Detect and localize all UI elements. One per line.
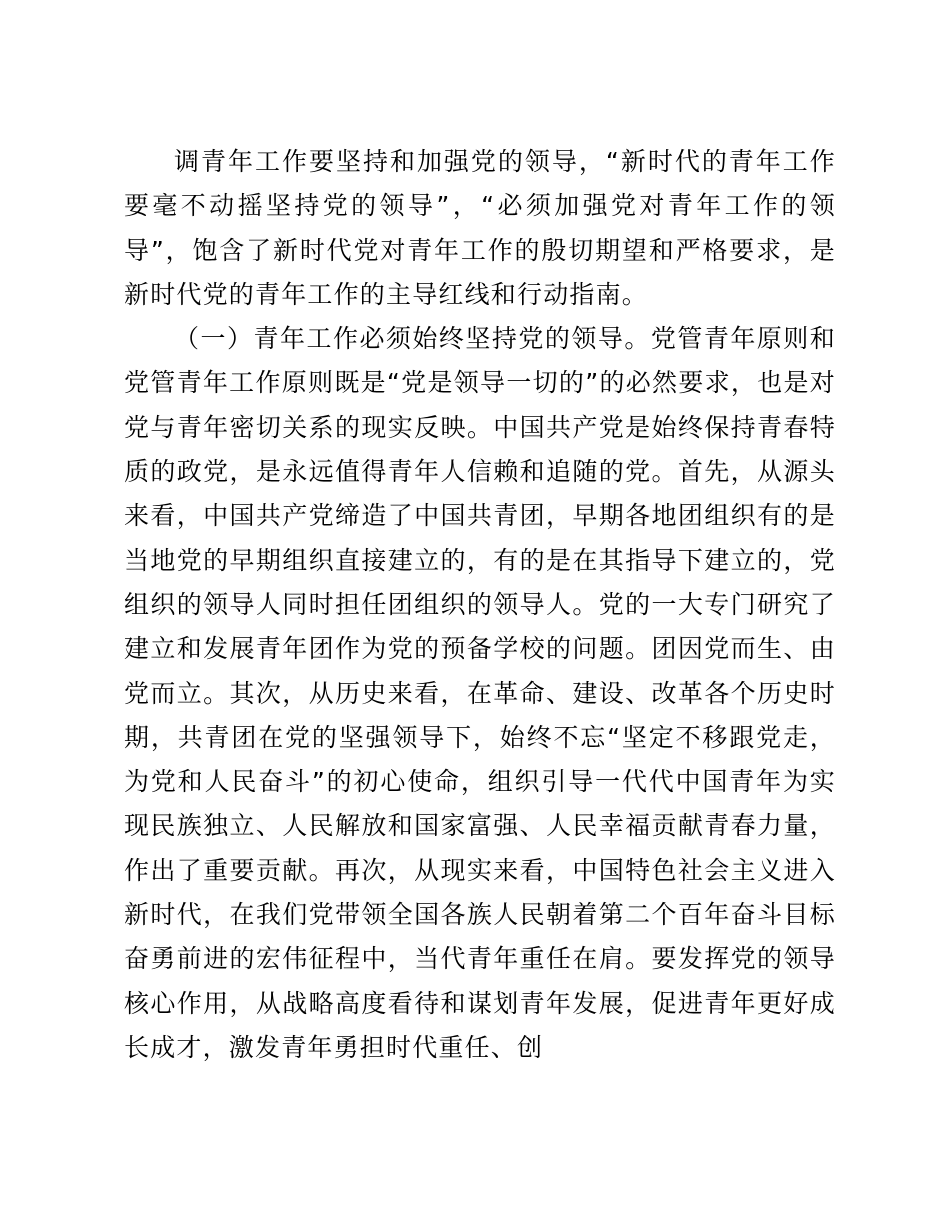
paragraph-intro: 调青年工作要坚持和加强党的领导，“新时代的青年工作要毫不动摇坚持党的领导”，“必须加强党对青年工作的领导”，饱含了新时代党对青年工作的殷切期望和严格要求，是新时代党的青年工作的主导红线和行动指南。 <box>124 147 836 309</box>
paragraph-section-1: （一）青年工作必须始终坚持党的领导。党管青年原则和党管青年工作原则既是“党是领导一切的”的必然要求，也是对党与青年密切关系的现实反映。中国共产党是始终保持青春特质的政党，是永远值得青年人信赖和追随的党。首先，从源头来看，中国共产党缔造了中国共青团，早期各地团组织有的是当地党的早期组织直接建立的，有的是在其指导下建立的，党组织的领导人同时担任团组织的领导人。党的一大专门研究了建立和发展青年团作为党的预备学校的问题。团因党而生、由党而立。其次，从历史来看，在革命、建设、改革各个历史时期，共青团在党的坚强领导下，始终不忘“坚定不移跟党走，为党和人民奋斗”的初心使命，组织引导一代代中国青年为实现民族独立、人民解放和国家富强、人民幸福贡献青春力量，作出了重要贡献。再次，从现实来看，中国特色社会主义进入新时代，在我们党带领全国各族人民朝着第二个百年奋斗目标奋勇前进的宏伟征程中，当代青年重任在肩。要发挥党的领导核心作用，从战略高度看待和谋划青年发展，促进青年更好成长成才，激发青年勇担时代重任、创 <box>124 324 836 1062</box>
document-body <box>124 140 836 1070</box>
